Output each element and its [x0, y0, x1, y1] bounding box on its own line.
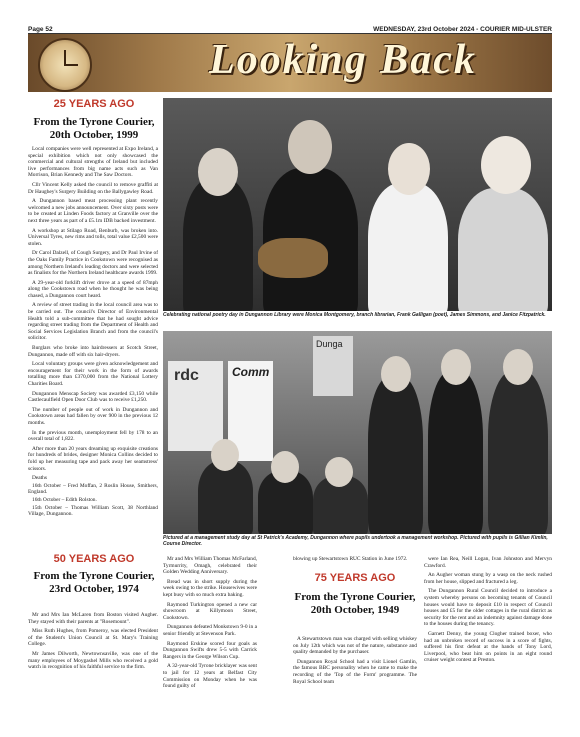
- person-face: [198, 148, 238, 196]
- person-figure: [458, 188, 548, 311]
- article-col4-top: blowing up Stewartstown RUC Station in June 1972.: [293, 556, 408, 562]
- person-face: [271, 451, 299, 483]
- clock-icon: [38, 38, 92, 92]
- guitar: [258, 238, 328, 278]
- person-face: [388, 143, 430, 195]
- section-label-75: 75 YEARS AGO: [314, 572, 396, 584]
- paragraph: An Augher woman stung by a wasp on the neck rushed from her house, slipped and fractured a leg.: [424, 572, 552, 585]
- photo-caption: Celebrating national poetry day in Dungannon Library were Monica Montgomery, branch librarian, Frank Galligan (poet), James Simmons, and Janice Fitzpatrick.: [163, 312, 546, 318]
- paragraph: Miss Ruth Hughes, from Pomeroy, was elected President of the Student's Union Council at St. Mary's Training College.: [28, 628, 158, 648]
- paragraph: Burglars who broke into hairdressers at Scotch Street, Dungannon, made off with six hair-dryers.: [28, 345, 158, 358]
- paragraph: Dr Carol Dalzell, of Cough Surgery, and Dr Paul Irvine of the Oaks Family Practice in Cookstown were recognised as among Northern Ireland's leading doctors and were selected as finalists for the Northern Ireland healthcare awards 1999.: [28, 250, 158, 277]
- paragraph: A Dungannon based meat processing plant recently welcomed a new jobs announcement. Over sixty posts were to be created at Linden Foods factory at Granville over the next three years as part of a £5.1m IDB backed investment.: [28, 198, 158, 224]
- person-face: [325, 457, 353, 487]
- paragraph: Cllr Vincent Kelly asked the council to remove graffiti at Dr Haughey's Surgery Building on the Ballygawley Road.: [28, 181, 158, 195]
- sponsor-banner: rdc: [168, 361, 223, 451]
- banner-title: Looking Back: [209, 37, 477, 83]
- deaths-title: Deaths: [32, 475, 47, 482]
- person-face: [211, 439, 239, 471]
- paragraph: Local voluntary groups were given acknowledgement and encouragement for their work in the form of awards totalling more than £370,000 from the National Lottery Charities Board.: [28, 361, 158, 387]
- looking-back-banner: [28, 34, 552, 92]
- paragraph: Raymond Turkington opened a new car showroom at Killymoon Street, Cookstown.: [163, 601, 257, 621]
- paragraph: Local companies were well represented at Expo Ireland, a special exhibition which not only showcased the commercial and cultural strengths of Ireland but included live performances from big name acts such as Van Morrison, Brian Kennedy and The Saw Doctors.: [28, 146, 158, 179]
- article-col5: [424, 556, 552, 721]
- poetry-day-photo: [163, 98, 552, 311]
- sponsor-banner: Comm: [228, 361, 273, 461]
- paragraph: The number of people out of work in Dungannon and Cookstown areas had fallen by over 900 in the previous 12 months.: [28, 406, 158, 426]
- person-face: [481, 136, 531, 194]
- person-figure: [183, 178, 253, 311]
- paragraph: were Ian Rea, Neill Logan, Ivan Johnston and Mervyn Crawford.: [424, 556, 552, 569]
- paragraph: In the previous month, unemployment fell by 178 to an overall total of 1,822.: [28, 429, 158, 443]
- paragraph: Mr James Dilworth, Newtownsaville, was one of the many employees of Moygashel Mills who received a gold watch in recognition of his faithful service to the firm.: [28, 650, 158, 671]
- paragraph: A workshop at Stilago Road, Benburb, was broken into. Universal Tyres, new rims and tolls, total value £2,500 were stolen.: [28, 227, 158, 247]
- headline-25: From the Tyrone Courier, 20th October, 1999: [33, 116, 155, 141]
- paragraph: After more than 20 years dreaming up exquisite creations for hundreds of brides, designer Monica Collins decided to fold up her measuring tape and pack away her seamstress' scissors.: [28, 445, 158, 472]
- article-50: [28, 612, 158, 717]
- person-figure: [488, 371, 548, 534]
- paragraph: Garnett Denny, the young Clogher trained boxer, who had an unbroken record of success in a score of fights, suffered his first defeat at the hands of Tony Lord, Liverpool, who beat him on points in an eight round cruiser weight contest at Preston.: [424, 630, 552, 664]
- paragraph: Dungannon Royal School had a visit Lionel Gamlin, the famous BBC personality when he came to make the recording of the 'Top of the Form' programme. The Royal School team: [293, 658, 417, 685]
- paragraph: Bread was in short supply during the week owing to the strike. Housewives were kept busy with so much extra baking.: [163, 578, 257, 598]
- paragraph: A 29-year-old forklift driver drove at a speed of 87mph along the Cookstown road when he thought he was being chased, a Dungannon court heard.: [28, 279, 158, 299]
- paragraph: Raymond Erskine scored four goals as Dungannon Swifts drew 5-5 with Carrick Rangers in the George Wilson Cup.: [163, 640, 257, 660]
- headline-75: From the Tyrone Courier, 20th October, 1949: [294, 591, 416, 616]
- paragraph: The Dungannon Rural Council decided to introduce a system whereby persons on becoming tenants of Council houses would have to deposit £10 in respect of Council houses and £5 for the older cottages in the rural district as security for the rent and an indemnity against damage done to the houses during the tenancy.: [424, 588, 552, 628]
- paragraph: Dungannon Menscap Society was awarded £3,150 while Castlecaulfield Open Door Club was to receive £1,250.: [28, 390, 158, 404]
- person-face: [441, 349, 471, 385]
- person-figure: [368, 376, 423, 534]
- article-col3: [163, 556, 257, 721]
- management-day-photo: [163, 331, 552, 534]
- paragraph: Dungannon defeated Monkstown 9-0 in a senior friendly at Stevenson Park.: [163, 624, 257, 637]
- paragraph: A review of street trading in the local council area was to be carried out. The council's Director of Environmental Health told a sub-committee that he had sought advice regarding street trading from the Department of Health and Social Services Legislation Branch and from the council's solicitor.: [28, 302, 158, 342]
- sponsor-banner: Dunga: [313, 336, 353, 396]
- photo-caption: Pictured at a management study day at St Patrick's Academy, Dungannon where pupils undertook a management workshop. Pictured with pupils is Gillian Kimlin, Course Director.: [163, 535, 548, 547]
- person-face: [381, 356, 411, 392]
- person-face: [288, 120, 332, 174]
- section-label-50: 50 YEARS AGO: [53, 553, 135, 565]
- headline-50: From the Tyrone Courier, 23rd October, 1974: [33, 570, 155, 595]
- page-number: Page 52: [28, 26, 53, 33]
- person-figure: [428, 371, 483, 534]
- paragraph: A Stewartstown man was charged with selling whiskey on July 12th which was not of the nature, substance and quality demanded by the purchaser.: [293, 636, 417, 656]
- paragraph: A 32-year-old Tyrone bricklayer was sent to jail for 12 years at Belfast City Commission on Monday when he was found guilty of: [163, 663, 257, 690]
- death-notice: 16th October – Edith Rolston.: [32, 496, 97, 503]
- issue-line: WEDNESDAY, 23rd October 2024 - COURIER MID-ULSTER: [373, 26, 552, 33]
- death-notice: 15th October – Thomas William Scott, 38 Northland Village, Dungannon.: [28, 504, 158, 518]
- article-25: [28, 146, 158, 551]
- person-figure: [368, 183, 448, 311]
- paragraph: Mr and Mrs Ian McLaren from Boston visited Augher. They stayed with their parents at "Rosemount".: [28, 612, 158, 625]
- section-label-25: 25 YEARS AGO: [53, 98, 135, 110]
- paragraph: Mr and Mrs William Thomas McFarland, Tyrmurrity, Omagh, celebrated their Golden Wedding Anniversary.: [163, 556, 257, 576]
- person-figure: [198, 461, 253, 534]
- person-face: [503, 349, 533, 385]
- article-75: [293, 636, 417, 718]
- death-notice: 16th October – Fred Moffan, 2 Roslin House, Smithers, England.: [28, 482, 158, 496]
